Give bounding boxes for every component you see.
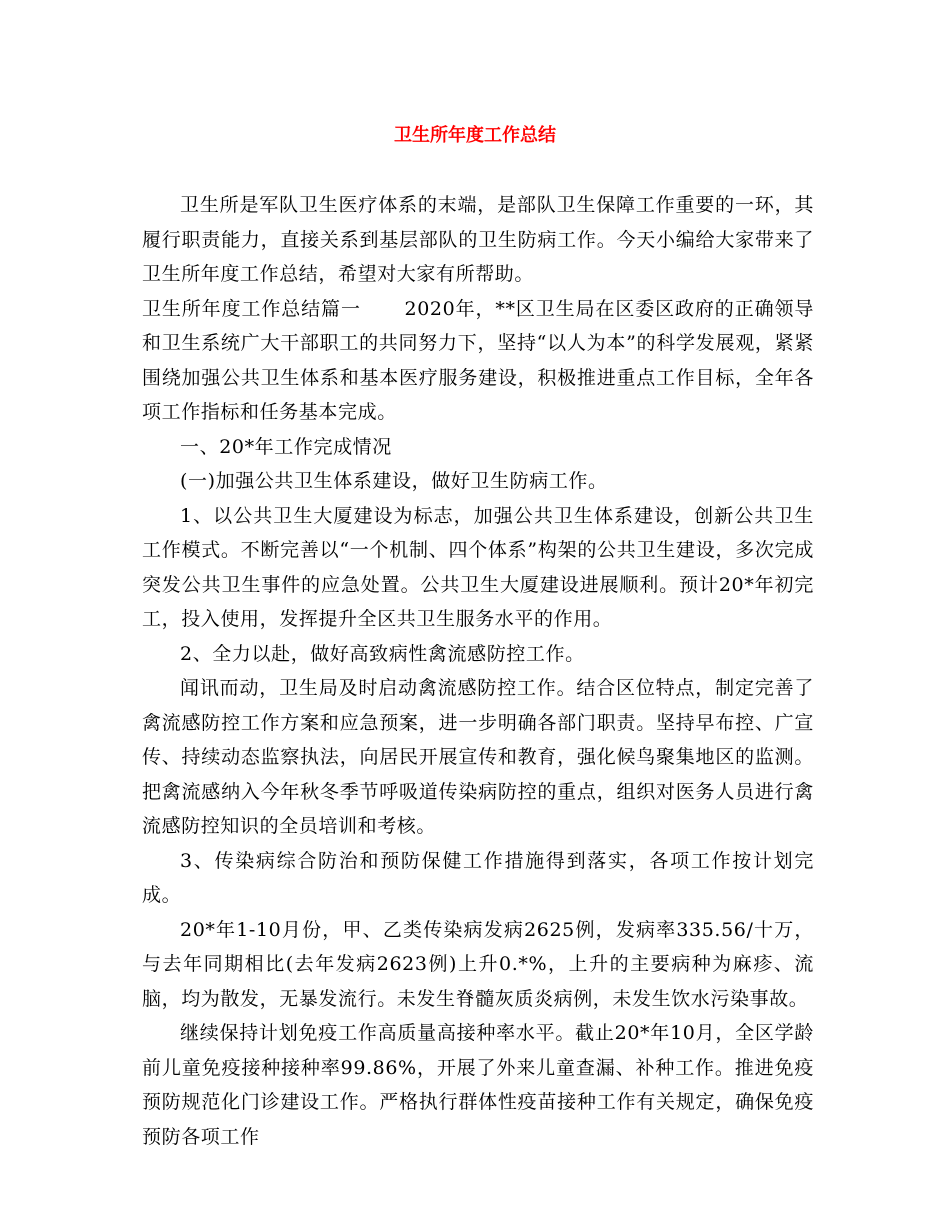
item-2-paragraph: 闻讯而动，卫生局及时启动禽流感防控工作。结合区位特点，制定完善了禽流感防控工作方案和应急预案，进一步明确各部门职责。坚持早布控、广宣传、持续动态监察执法，向居民开展宣传和教育，强化候鸟聚集地区的监测。把禽流感纳入今年秋冬季节呼吸道传染病防控的重点，组织对医务人员进行禽流感防控知识的全员培训和考核。 [142,677,814,837]
intro-paragraph: 卫生所是军队卫生医疗体系的末端，是部队卫生保障工作重要的一环，其履行职责能力，直接关系到基层部队的卫生防病工作。今天小编给大家带来了卫生所年度工作总结，希望对大家有所帮助。 [142,194,814,285]
article-label: 卫生所年度工作总结篇一 [142,297,361,320]
item-3-paragraph-1: 20*年1-10月份，甲、乙类传染病发病2625例，发病率335.56/十万，与去年同期相比(去年发病2623例)上升0.*%，上升的主要病种为麻疹、流脑，均为散发，无暴发流行。未发生脊髓灰质炎病例，未发生饮水污染事故。 [142,918,814,1010]
document-body [142,188,814,1154]
item-3-paragraph-2: 继续保持计划免疫工作高质量高接种率水平。截止20*年10月，全区学龄前儿童免疫接种接种率99.86%，开展了外来儿童查漏、补种工作。推进免疫预防规范化门诊建设工作。严格执行群体性疫苗接种工作有关规定，确保免疫预防各项工作 [142,1022,814,1148]
article-paragraph [142,292,814,430]
article-lead: 2020年，**区卫生局在区委区政府的正确领导和卫生系统广大干部职工的共同努力下，坚持“以人为本”的科学发展观，紧紧围绕加强公共卫生体系和基本医疗服务建设，积极推进重点工作目标，全年各项工作指标和任务基本完成。 [142,297,814,423]
item-1-paragraph: 1、以公共卫生大厦建设为标志，加强公共卫生体系建设，创新公共卫生工作模式。不断完善以“一个机制、四个体系”构架的公共卫生建设，多次完成突发公共卫生事件的应急处置。公共卫生大厦建设进展顺利。预计20*年初完工，投入使用，发挥提升全区共卫生服务水平的作用。 [142,504,814,630]
item-2-heading: 2、全力以赴，做好高致病性禽流感防控工作。 [180,642,585,665]
item-3-heading: 3、传染病综合防治和预防保健工作措施得到落实，各项工作按计划完成。 [142,849,814,906]
section-heading-1: 一、20*年工作完成情况 [180,435,392,458]
subsection-heading-1: (一)加强公共卫生体系建设，做好卫生防病工作。 [180,470,608,492]
document-title: 卫生所年度工作总结 [394,125,556,146]
